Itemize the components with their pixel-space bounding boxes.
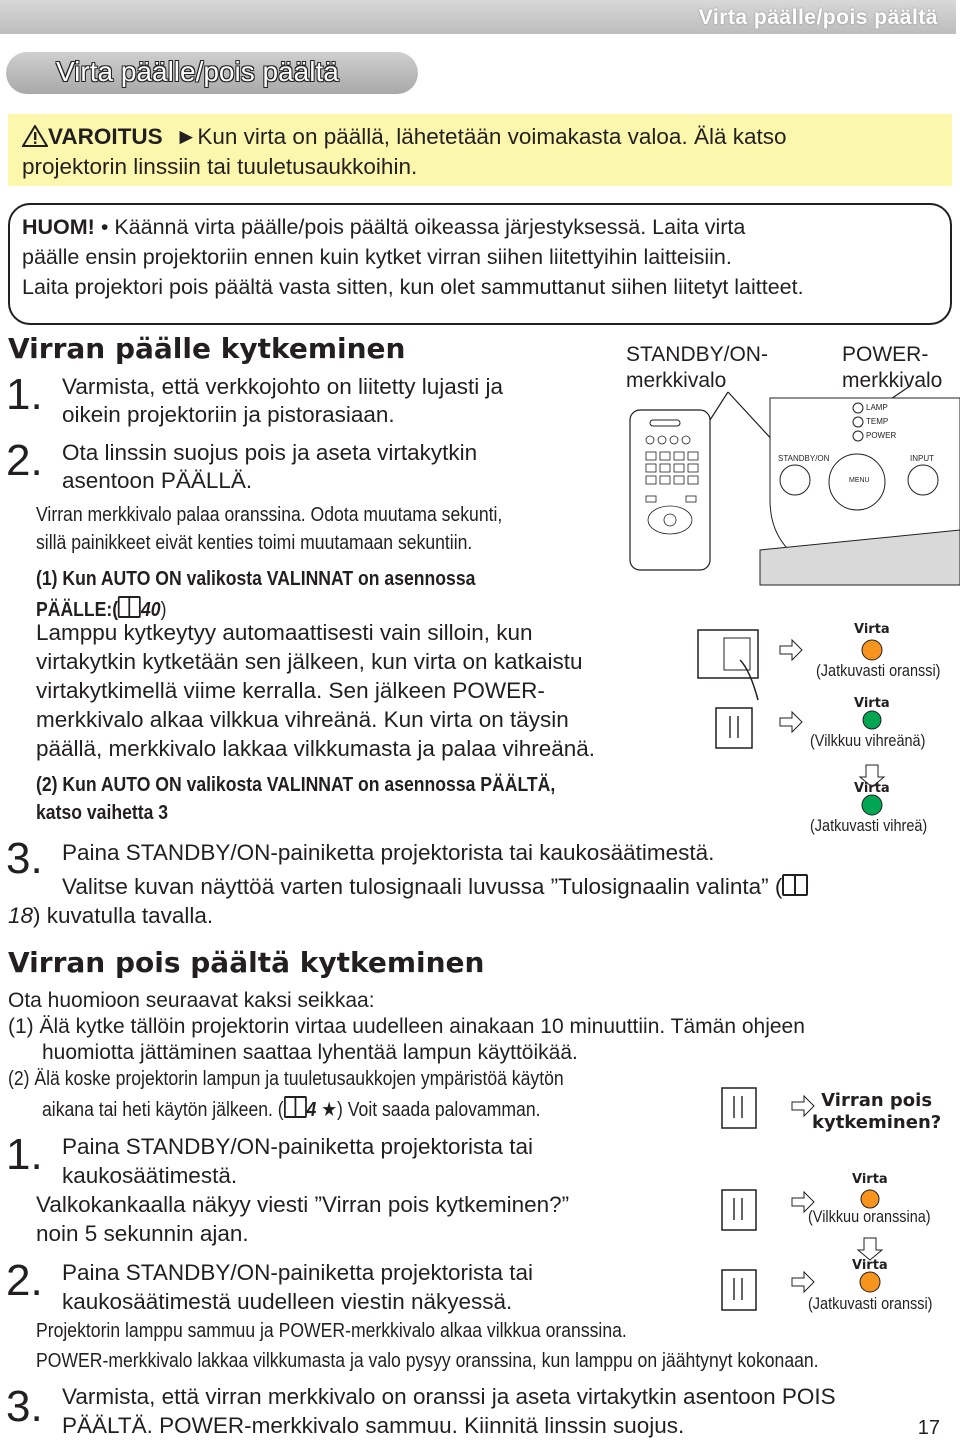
power-label-2: merkkivalo <box>842 369 943 392</box>
case2-line2: katso vaihetta 3 <box>36 802 169 824</box>
section-tab: Virta päälle/pois päältä <box>698 6 938 29</box>
lamp-label: LAMP <box>866 403 888 412</box>
power-off-message <box>812 1090 941 1134</box>
arrow-right-icon <box>780 640 802 660</box>
state-orange-2: (Jatkuvasti oranssi) <box>808 1294 933 1313</box>
note-text-1: • Käännä virta päälle/pois päältä oikeassa järjestyksessä. Laita virta <box>100 215 746 239</box>
virta-label-1: Virta <box>854 622 890 637</box>
off-step2-num: 2. <box>6 1256 43 1305</box>
off-point2b-prefix: aikana tai heti käytön jälkeen. ( <box>42 1099 284 1121</box>
case1-body-3: merkkivalo alkaa vilkkua vihreänä. Kun virta on täysin <box>36 707 569 732</box>
virta-label-4: Virta <box>852 1172 888 1187</box>
warning-triangle-icon <box>22 125 48 147</box>
on-step2-note1: Virran merkkivalo palaa oranssina. Odota muutama sekunti, <box>36 504 503 526</box>
control-panel <box>760 398 960 585</box>
menu-label: MENU <box>849 477 870 484</box>
on-step3-line3 <box>8 903 213 929</box>
temp-label: TEMP <box>866 417 889 426</box>
standby-on-button-label: STANDBY/ON <box>778 454 830 463</box>
on-step3-line1: Paina STANDBY/ON-painiketta projektorista tai kaukosäätimestä. <box>62 840 715 865</box>
case1-title2 <box>36 596 166 622</box>
input-button-label: INPUT <box>910 454 934 463</box>
virta-label-3: Virta <box>854 781 890 796</box>
on-step3-num: 3. <box>6 834 43 883</box>
warning-text-2: projektorin linssiin tai tuuletusaukkoihin. <box>22 154 418 179</box>
note-text-2: päälle ensin projektoriin ennen kuin kytket virran siihen liitettyihin laitteisiin. <box>22 245 732 269</box>
state-blink-green: (Vilkkuu vihreänä) <box>810 731 926 750</box>
off-step1-line1: Paina STANDBY/ON-painiketta projektorista tai <box>62 1134 534 1159</box>
on-step2-note2: sillä painikkeet eivät kenties toimi muutamaan sekuntiin. <box>36 532 473 554</box>
off-step3-line1: Varmista, että virran merkkivalo on oranssi ja aseta virtakytkin asentoon POIS <box>62 1384 836 1409</box>
orange-led-icon <box>862 640 882 660</box>
state-green: (Jatkuvasti vihreä) <box>810 816 928 835</box>
on-step3-line2-text: Valitse kuvan näyttöä varten tulosignaali luvussa ”Tulosignaalin valinta” ( <box>62 874 783 899</box>
remote-control <box>630 410 710 570</box>
off-point2b <box>42 1096 541 1122</box>
arrow-down-icon <box>858 1238 882 1260</box>
off-intro: Ota huomioon seuraavat kaksi seikkaa: <box>8 989 375 1012</box>
hand-press-icon <box>722 1270 756 1310</box>
power-label-1: POWER- <box>842 343 929 366</box>
off-step1-line2: kaukosäätimestä. <box>62 1163 238 1188</box>
power-label: POWER <box>866 431 897 440</box>
arrow-right-icon <box>780 712 802 732</box>
arrow-right-icon <box>792 1096 814 1116</box>
case1-body-0: Lamppu kytkeytyy automaattisesti vain silloin, kun <box>36 620 533 645</box>
off-point1b: huomiotta jättäminen saattaa lyhentää lampun käyttöikää. <box>42 1041 578 1064</box>
virta-label-2: Virta <box>854 696 890 711</box>
case1-title2-prefix: PÄÄLLE:( <box>36 599 119 621</box>
warning-text-1: Kun virta on päällä, lähetetään voimakasta valoa. Älä katso <box>197 124 787 149</box>
blinking-orange-led-icon <box>861 1190 879 1208</box>
off-step3-line2: PÄÄLTÄ. POWER-merkkivalo sammuu. Kiinnitä linssin suojus. <box>62 1413 685 1438</box>
on-step2-line2: asentoon PÄÄLLÄ. <box>62 468 253 493</box>
on-step3-page-ref: 18 <box>8 903 34 928</box>
projector-panel-illustration <box>610 380 960 590</box>
case1-body-2: virtakytkimellä viime kerralla. Sen jälkeen POWER- <box>36 678 545 703</box>
virta-label-5: Virta <box>852 1258 888 1273</box>
case1-title2-suffix: ) <box>160 599 167 621</box>
state-blink-orange: (Vilkkuu oranssina) <box>808 1207 931 1226</box>
off-step1-line3: Valkokankaalla näkyy viesti ”Virran pois kytkeminen?” <box>36 1192 570 1217</box>
warning-label: VAROITUS <box>48 124 163 149</box>
blinking-green-led-icon <box>863 711 881 729</box>
book-icon <box>118 596 141 618</box>
warning-line-1 <box>22 124 787 150</box>
off-point2b-suffix: ) Voit saada palovamman. <box>337 1099 541 1121</box>
case1-body-1: virtakytkin kytketään sen jälkeen, kun virta on katkaistu <box>36 649 583 674</box>
off-step1-num: 1. <box>6 1130 43 1179</box>
case1-title1: (1) Kun AUTO ON valikosta VALINNAT on asennossa <box>36 568 476 590</box>
page-number: 17 <box>917 1417 940 1439</box>
on-step1-num: 1. <box>6 370 43 419</box>
star-icon: ★ <box>321 1099 338 1121</box>
off-step3-num: 3. <box>6 1382 43 1431</box>
standby-label-1: STANDBY/ON- <box>626 343 768 366</box>
power-switch-icon <box>698 630 758 700</box>
case2-line1: (2) Kun AUTO ON valikosta VALINNAT on asennossa PÄÄLTÄ, <box>36 774 556 796</box>
hand-press-icon <box>716 708 752 748</box>
on-step3-line3-text: ) kuvatulla tavalla. <box>33 903 214 928</box>
power-off-message-2: kytkeminen? <box>812 1112 942 1133</box>
page-title: Virta päälle/pois päältä <box>56 56 339 87</box>
state-orange: (Jatkuvasti oranssi) <box>816 661 941 680</box>
off-step2-note2: POWER-merkkivalo lakkaa vilkkumasta ja valo pysyy oranssina, kun lamppu on jäähtynyt kokonaan. <box>36 1350 819 1372</box>
triangle-right-icon: ► <box>168 124 198 149</box>
arrow-right-icon <box>792 1272 814 1292</box>
hand-press-icon <box>722 1190 756 1230</box>
on-step1-line1: Varmista, että verkkojohto on liitetty lujasti ja <box>62 374 504 399</box>
on-step3-line2 <box>62 874 808 900</box>
off-point2b-ref: 4 <box>306 1099 317 1121</box>
off-step2-line2: kaukosäätimestä uudelleen viestin näkyessä. <box>62 1289 513 1314</box>
power-on-heading: Virran päälle kytkeminen <box>8 332 406 365</box>
off-step2-line1: Paina STANDBY/ON-painiketta projektorista tai <box>62 1260 534 1285</box>
standby-label-2: merkkivalo <box>626 369 727 392</box>
case1-body-4: päällä, merkkivalo lakkaa vilkkumasta ja palaa vihreänä. <box>36 736 596 761</box>
off-step1-line4: noin 5 sekunnin ajan. <box>36 1221 249 1246</box>
note-line-1 <box>22 215 745 240</box>
power-off-message-1: Virran pois <box>821 1090 933 1111</box>
power-on-sequence <box>690 620 960 840</box>
off-step2-note1: Projektorin lamppu sammuu ja POWER-merkkivalo alkaa vilkkua oranssina. <box>36 1320 627 1342</box>
book-icon <box>782 874 808 896</box>
on-step1-line2: oikein projektoriin ja pistorasiaan. <box>62 402 395 427</box>
power-off-heading: Virran pois päältä kytkeminen <box>8 946 485 979</box>
orange-led-icon <box>860 1272 880 1292</box>
on-step2-line1: Ota linssin suojus pois ja aseta virtakytkin <box>62 440 478 465</box>
green-led-icon <box>862 795 882 815</box>
book-icon <box>284 1096 307 1118</box>
note-text-3: Laita projektori pois päältä vasta sitten, kun olet sammuttanut siihen liitetyt laitteet. <box>22 275 804 299</box>
hand-press-icon <box>722 1088 756 1128</box>
case1-page-ref: 40 <box>141 599 161 621</box>
on-step2-num: 2. <box>6 436 43 485</box>
off-point2a: (2) Älä koske projektorin lampun ja tuuletusaukkojen ympäristöä käytön <box>8 1068 564 1090</box>
off-point1a: (1) Älä kytke tällöin projektorin virtaa uudelleen ainakaan 10 minuuttiin. Tämän ohjeen <box>8 1015 805 1038</box>
note-label: HUOM! <box>22 215 95 239</box>
